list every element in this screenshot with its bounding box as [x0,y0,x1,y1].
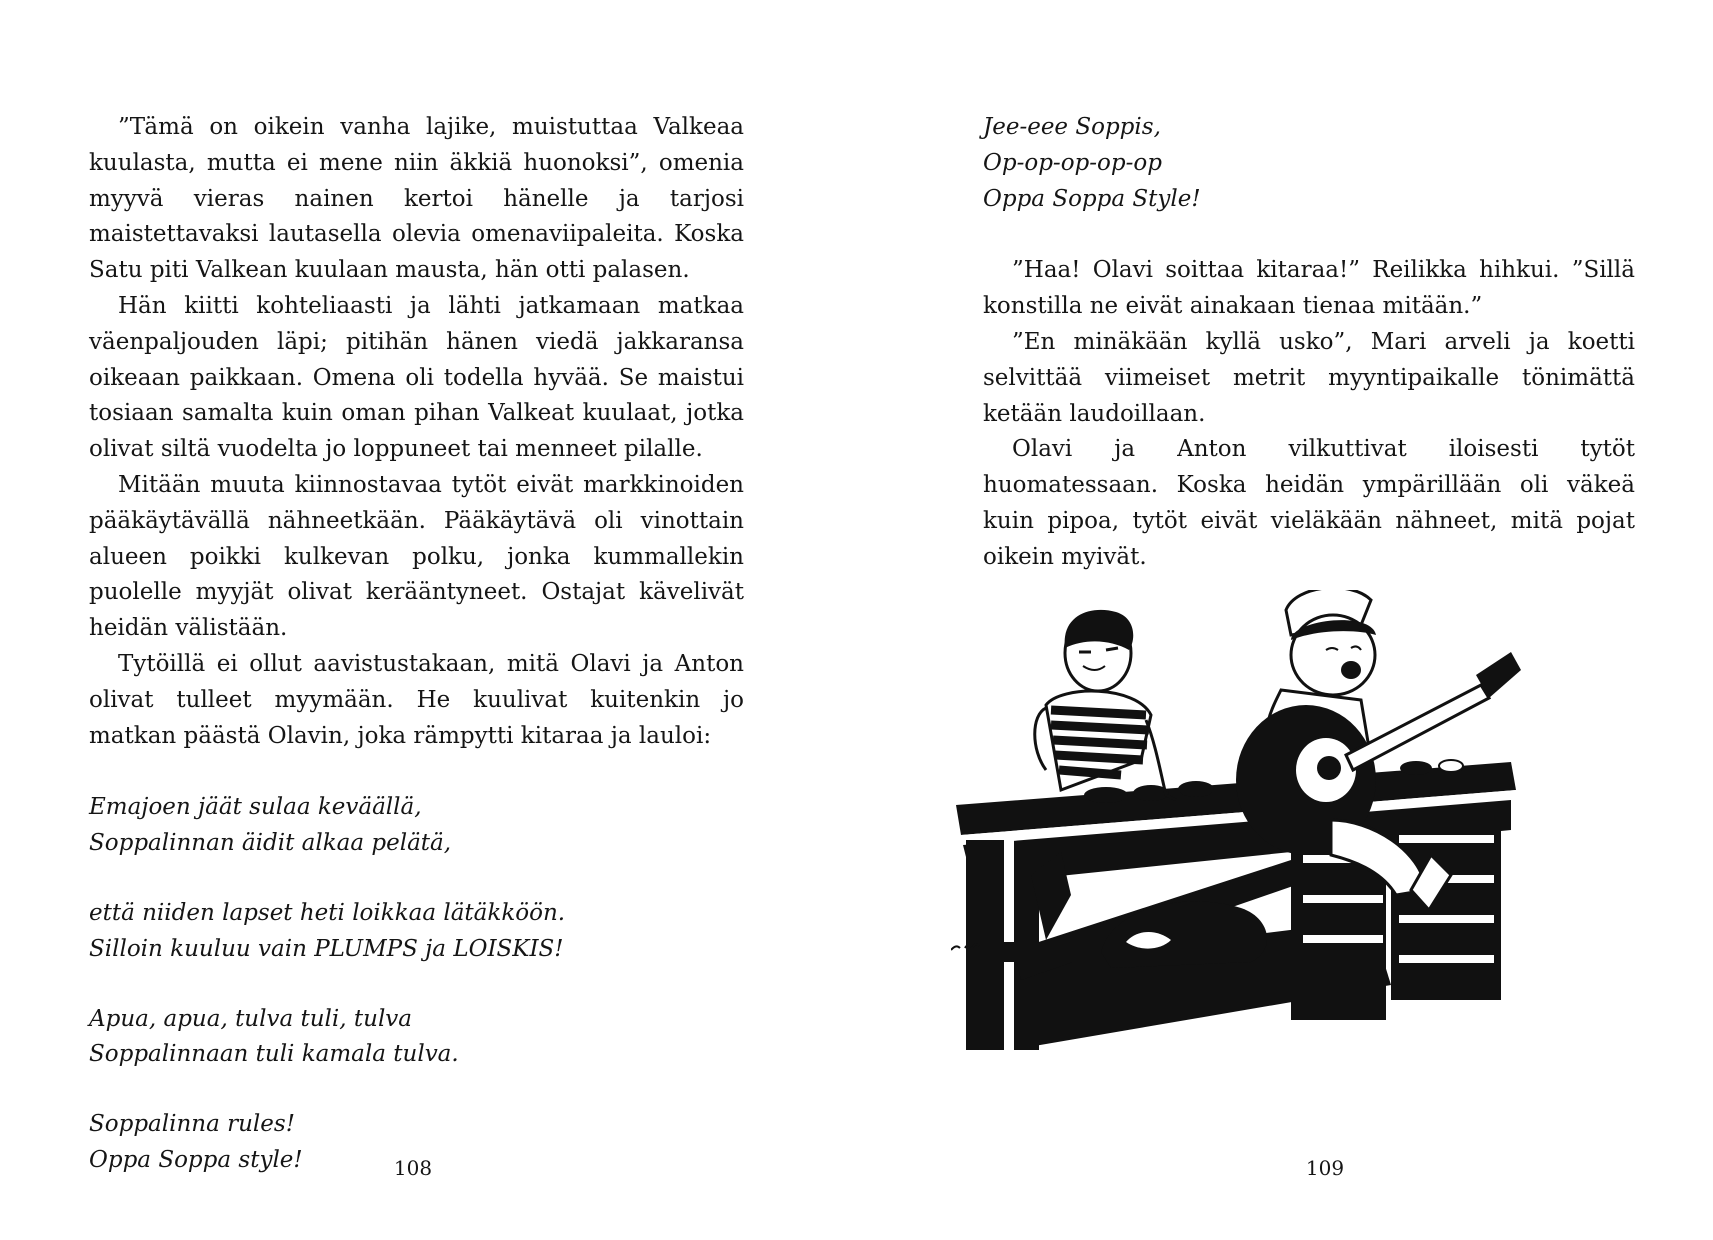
paragraph: Hän kiitti kohteliaasti ja lähti jatkamaan matkaa väenpaljouden läpi; pitihän hänen viedä jakkaransa oikeaan paikkaan. Omena oli todella hyvää. Se maistui tosiaan samalta kuin oman pihan Valkeat kuulaat, jotka olivat siltä vuodelta jo loppuneet tai menneet pilalle. [89,292,744,463]
song-line: Jee-eee Soppis, [983,114,1161,140]
paragraph: ”Haa! Olavi soittaa kitaraa!” Reilikka hihkui. ”Sillä konstilla ne eivät ainakaan tienaa mitään.” [983,257,1635,320]
song-line: Apua, apua, tulva tuli, tulva [89,1005,412,1032]
page-number: 109 [1305,1156,1345,1180]
song-stanza [89,790,744,862]
left-page-text [89,110,744,1179]
song-line: Silloin kuuluu vain PLUMPS ja LOISKIS! [89,935,564,962]
song-stanza [89,896,744,968]
paragraph: Mitään muuta kiinnostavaa tytöt eivät markkinoiden pääkäytävällä nähneetkään. Pääkäytävä oli vinottain alueen poikki kulkevan polku, jonka kummallekin puolelle myyjät olivat kerääntyneet. Ostajat kävelivät heidän välistään. [89,471,744,642]
left-page [0,0,856,1240]
stanza-gap [89,968,744,1002]
boy-with-striped-shirt [1031,610,1176,940]
song-stanza [89,1002,744,1074]
song-line: Emajoen jäät sulaa keväällä, [89,794,422,821]
boys-at-market-stall-illustration [951,590,1631,1090]
stanza-gap [89,862,744,896]
song-line: Soppalinnan äidit alkaa pelätä, [89,830,452,857]
song-line: Oppa Soppa Style! [983,185,1201,212]
page-number: 108 [393,1156,433,1180]
song-line: että niiden lapset heti loikkaa lätäkköön. [89,899,566,926]
right-page-text [983,110,1635,576]
song-stanza [983,110,1635,217]
stanza-gap [983,217,1635,253]
paragraph: Olavi ja Anton vilkuttivat iloisesti tytöt huomatessaan. Koska heidän ympärillään oli väkeä kuin pipoa, tytöt eivät vieläkään nähneet, mitä pojat oikein myivät. [983,436,1635,570]
paragraph: ”En minäkään kyllä usko”, Mari arveli ja koetti selvittää viimeiset metrit myyntipaikalle tönimättä ketään laudoillaan. [983,328,1635,427]
song-line: Soppalinnaan tuli kamala tulva. [89,1041,459,1068]
song-line: Op-op-op-op-op [983,149,1162,176]
stanza-gap [89,754,744,790]
paragraph: Tytöillä ei ollut aavistustakaan, mitä Olavi ja Anton olivat tulleet myymään. He kuulivat kuitenkin jo matkan päästä Olavin, joka rämpytti kitaraa ja lauloi: [89,650,744,749]
paragraph: ”Tämä on oikein vanha lajike, muistuttaa Valkeaa kuulasta, mutta ei mene niin äkkiä huonoksi”, omenia myyvä vieras nainen kertoi hänelle ja tarjosi maistettavaksi lautasella olevia omenaviipaleita. Koska Satu piti Valkean kuulaan mausta, hän otti palasen. [89,114,744,284]
song-line: Oppa Soppa style! [89,1146,303,1173]
stanza-gap [89,1073,744,1107]
song-line: Soppalinna rules! [89,1111,295,1138]
right-page [856,0,1713,1240]
